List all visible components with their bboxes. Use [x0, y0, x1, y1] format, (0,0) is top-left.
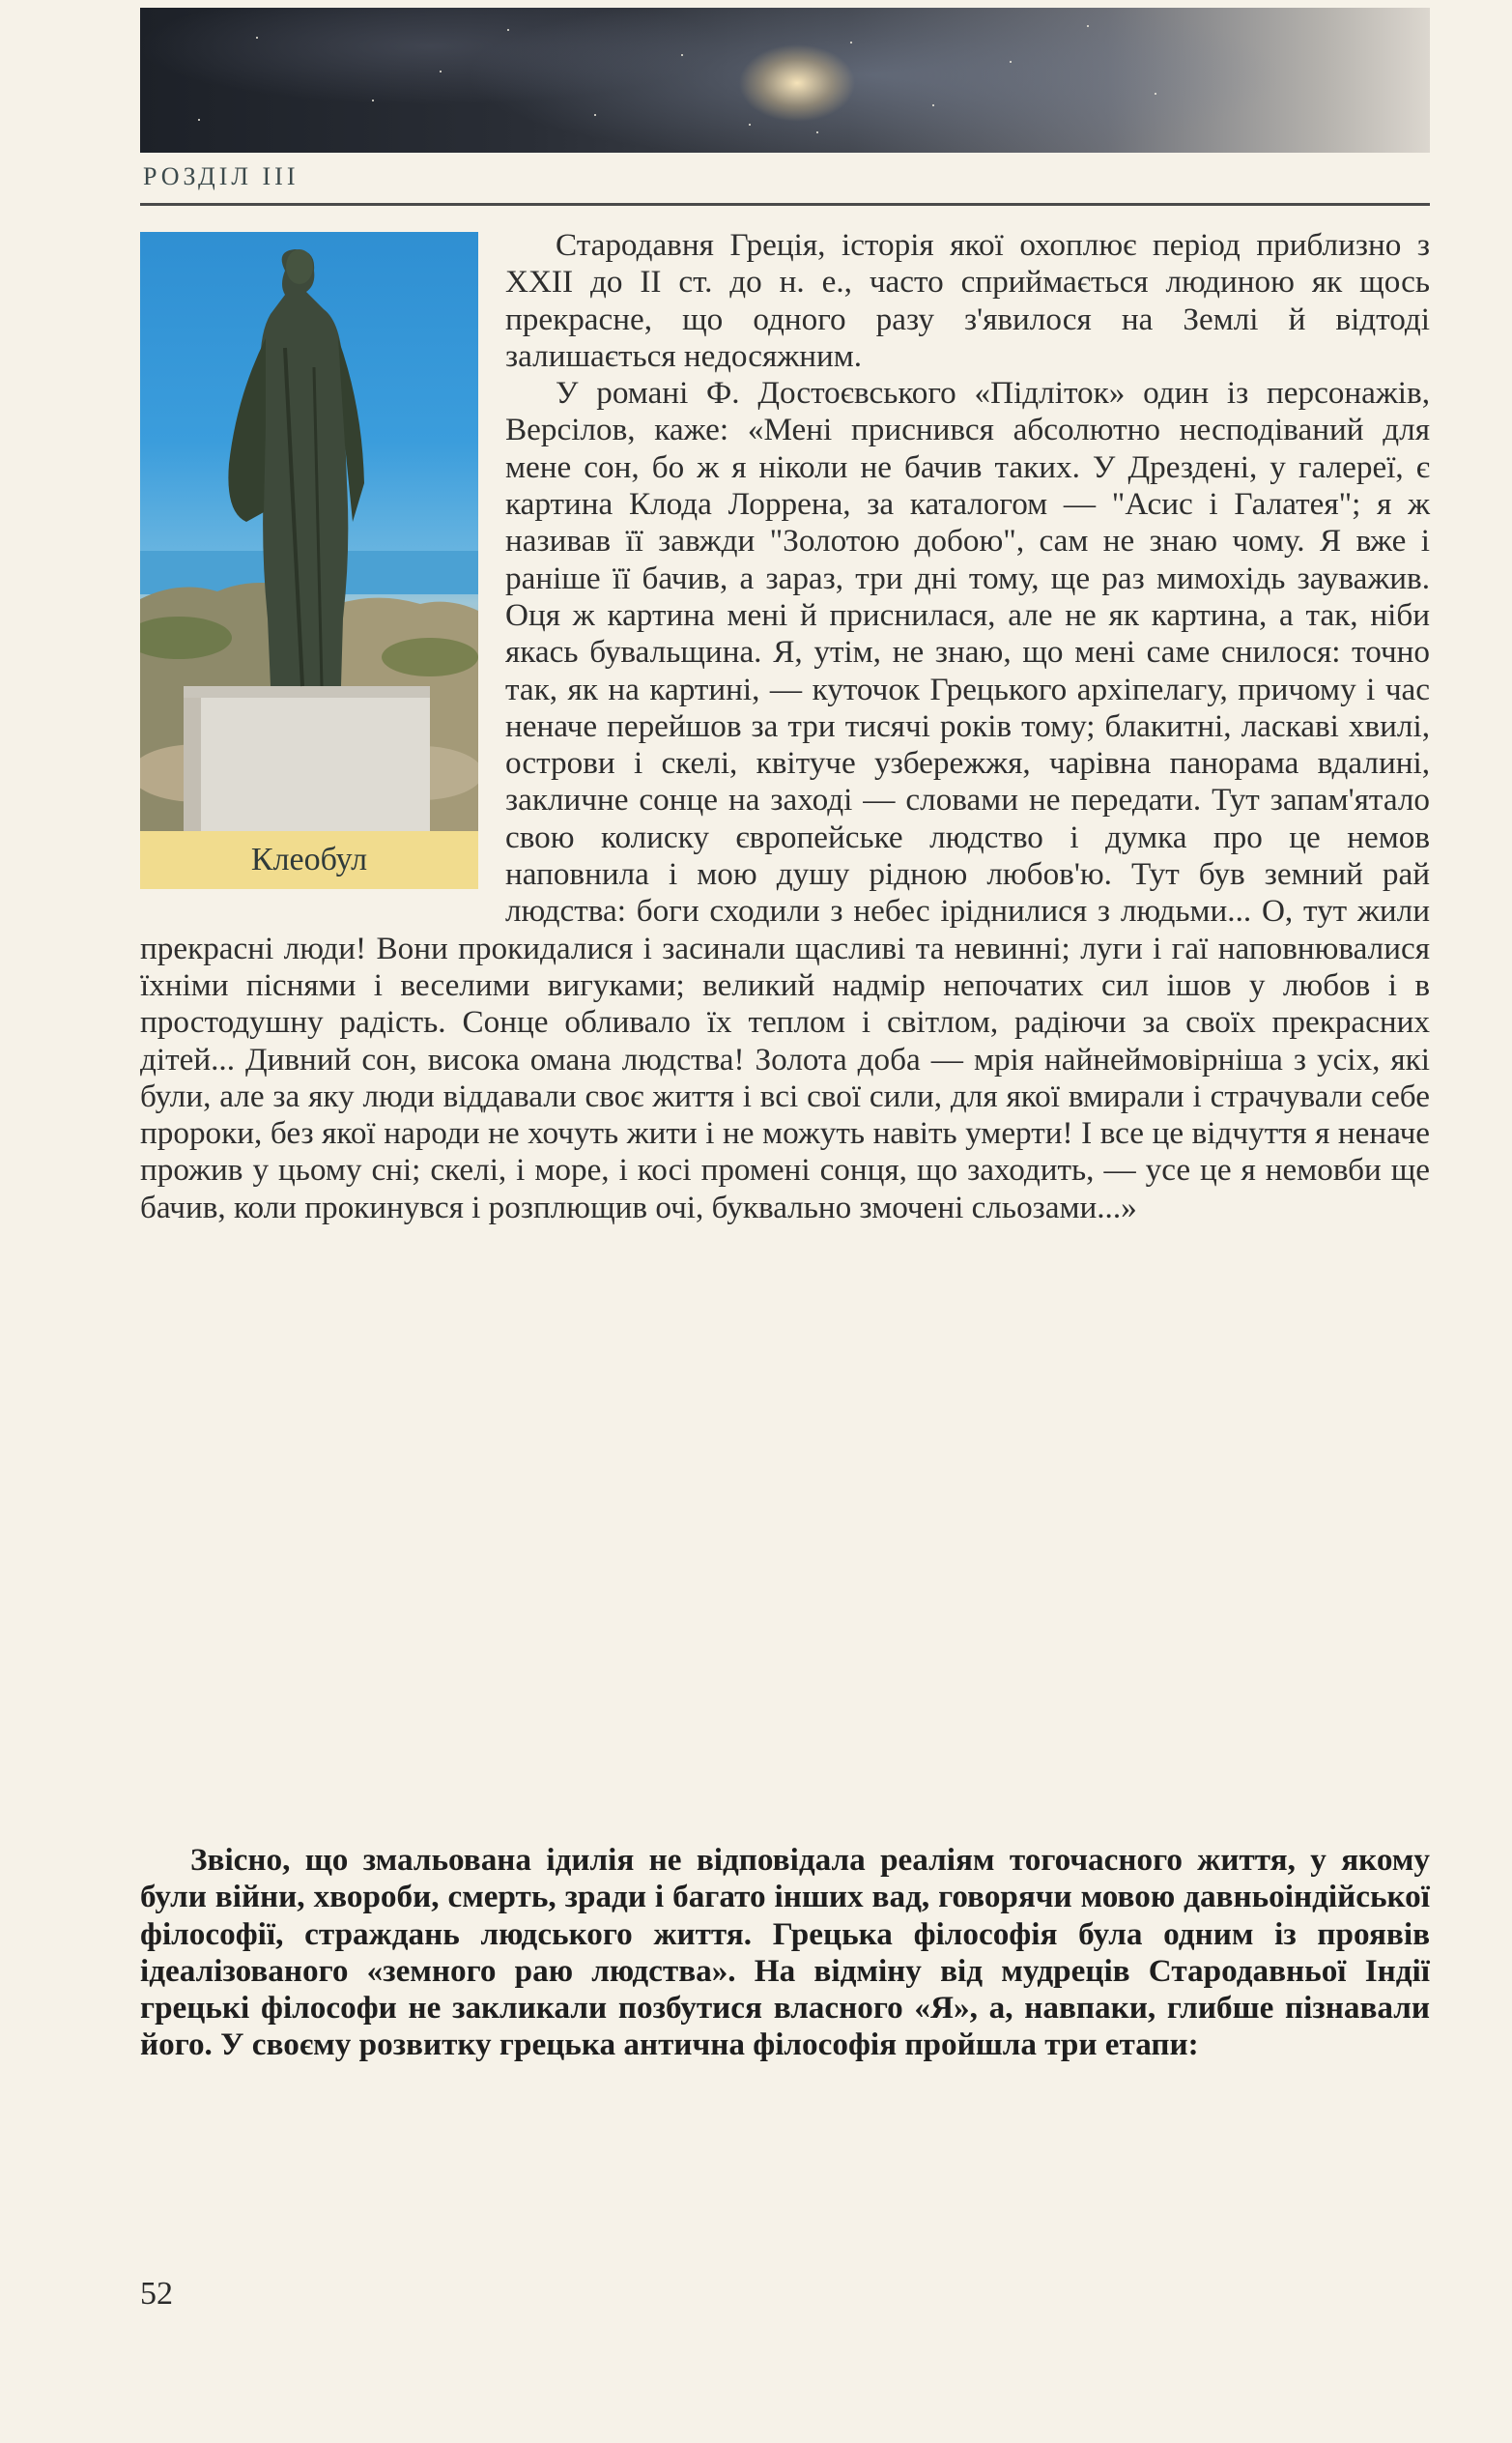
main-text [140, 227, 1430, 1226]
page-number: 52 [140, 2276, 173, 2312]
figure-float-spacer [140, 227, 505, 904]
lower-text [140, 1842, 1430, 2064]
paragraph-2: У романі Ф. Достоєвського «Підліток» один із персонажів, Версілов, каже: «Мені приснився абсолютно несподіваний для мене сон, бо ж я ніколи не бачив таких. У Дрездені, у галереї, є картина Клода Лоррена, за каталогом — "Асис і Галатея"; я ж називав її завжди "Золотою добою", сам не знаю чому. Я вже і раніше її бачив, а зараз, три дні тому, ще раз мимохідь зауважив. Оця ж картина мені й приснилася, але не як картина, а так, ніби якась бувальщина. Я, утім, не знаю, що мені саме снилося: точно так, як на картині, — куточок Грецького архіпелагу, причому і час неначе перейшов за три тисячі років тому; блакитні, ласкаві хвилі, острови і скелі, квітуче узбережжя, чарівна панорама вдалині, закличне сонце на заході — словами не передати. Тут запам'ятало свою колиску європейське людство і думка про це немов наповнила і мою душу рідною любов'ю. Тут був земний рай людства: боги сходили з небес іріднилися з людьми... О, тут жили прекрасні люди! Вони прокидалися і засинали щасливі та невинні; луги і гаї наповнювалися їхніми піснями і веселими вигуками; великий надмір непочатих сил ішов у любов і в простодушну радість. Сонце обливало їх теплом і світлом, радіючи за своїх прекрасних дітей... Дивний сон, висока омана людства! Золота доба — мрія найнеймовірніша з усіх, які були, але за яку люди віддавали своє життя і всі свої сили, для якої вмирали і страчували себе пророки, без якої народи не хочуть жити і не можуть навіть умерти! І все це відчуття я неначе прожив у цьому сні; скелі, і море, і косі промені сонця, що заходить, — усе це я немовби ще бачив, коли прокинувся і розплющив очі, буквально змочені сльозами...» [140, 375, 1430, 1225]
figure-caption: Клеобул [250, 842, 368, 877]
section-label: РОЗДІЛ III [143, 162, 300, 190]
header-banner-starfield [140, 8, 1430, 153]
paragraph-3: Звісно, що змальована ідилія не відповідала реаліям тогочасного життя, у якому були війни, хвороби, смерть, зради і багато інших вад, говорячи мовою давньоіндійської філософії, страждань людського життя. Грецька філософія була одним із проявів ідеалізованого «земного раю людства». На відміну від мудреців Стародавньої Індії грецькі філософи не закликали позбутися власного «Я», а, навпаки, глибше пізнавали його. У своєму розвитку грецька антична філософія пройшла три етапи: [140, 1842, 1430, 2063]
paragraph-1: Стародавня Греція, історія якої охоплює період приблизно з XXII до II ст. до н. е., часто сприймається людиною як щось прекрасне, що одного разу з'явилося на Землі й відтоді залишається недосяжним. [505, 227, 1430, 374]
header-divider [140, 203, 1430, 206]
